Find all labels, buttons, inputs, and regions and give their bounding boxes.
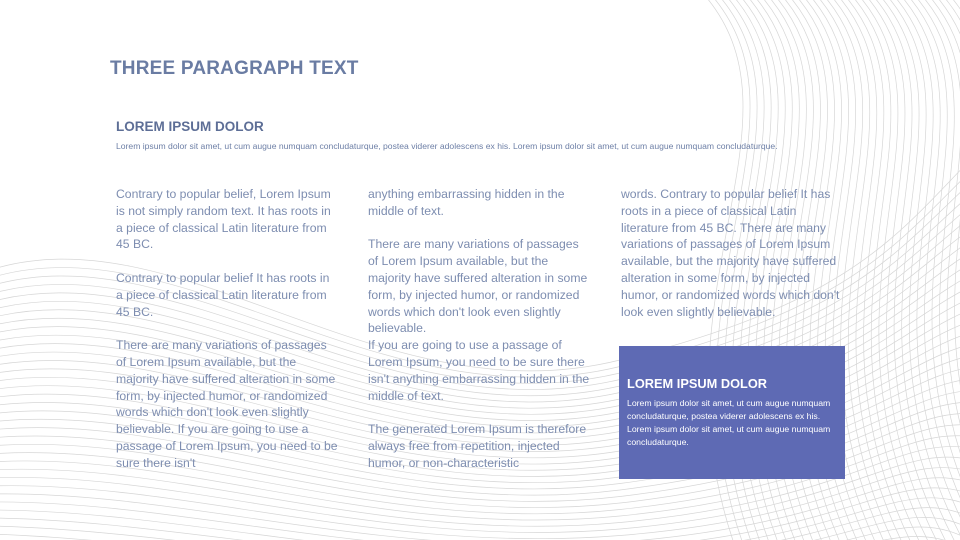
column-2-paragraph-3: If you are going to use a passage of Lorem Ipsum, you need to be sure there isn't anything embarrassing hidden in the middle of text. [368, 338, 590, 403]
wave-line [868, 0, 956, 540]
wave-line [945, 0, 960, 540]
slide-title: THREE PARAGRAPH TEXT [110, 58, 359, 79]
column-1-paragraph-3: There are many variations of passages of Lorem Ipsum available, but the majority have suffered alteration in some form, by injected humor, or randomized words which don't look even slightly believable. If you are going to use a passage of Lorem Ipsum, you need to be sure there isn't [116, 338, 338, 470]
card-title: LOREM IPSUM DOLOR [627, 376, 768, 391]
column-3-paragraph-1: words. Contrary to popular belief It has roots in a piece of classical Latin literature from 45 BC. There are many variations of passages of Lorem Ipsum available, but the majority have suffered alteration in some form, by injected humor, or randomized words which don't look even slightly believable. [621, 187, 840, 319]
intro-paragraph: Lorem ipsum dolor sit amet, ut cum augue numquam concludaturque, postea viderer adolescens ex his. Lorem ipsum dolor sit amet, ut cum augue numquam concludaturque. [116, 141, 778, 151]
text-column-3 [621, 186, 843, 320]
section-subtitle: LOREM IPSUM DOLOR [116, 119, 264, 134]
card-text: Lorem ipsum dolor sit amet, ut cum augue numquam concludaturque, postea viderer adolescens ex his. Lorem ipsum dolor sit amet, ut cum augue numquam concludaturque. [627, 398, 831, 447]
wave-line [0, 527, 960, 540]
wave-line [917, 0, 960, 540]
wave-line [0, 498, 960, 540]
highlight-card [619, 346, 845, 479]
wave-line [840, 0, 920, 540]
column-2-paragraph-2: There are many variations of passages of Lorem Ipsum available, but the majority have suffered alteration in some form, by injected humor, or randomized words which don't look even slightly believable. [368, 237, 588, 336]
column-2-paragraph-1: anything embarrassing hidden in the middle of text. [368, 187, 565, 218]
wave-line [910, 0, 960, 540]
text-column-1 [116, 186, 338, 472]
column-1-paragraph-2: Contrary to popular belief It has roots in a piece of classical Latin literature from 45 BC. [116, 270, 330, 319]
column-1-paragraph-1: Contrary to popular belief, Lorem Ipsum is not simply random text. It has roots in a piece of classical Latin literature from 45 BC. [116, 187, 331, 252]
column-2-paragraph-4: The generated Lorem Ipsum is therefore always free from repetition, injected humor, or non-characteristic [368, 422, 587, 470]
text-column-2 [368, 186, 590, 472]
